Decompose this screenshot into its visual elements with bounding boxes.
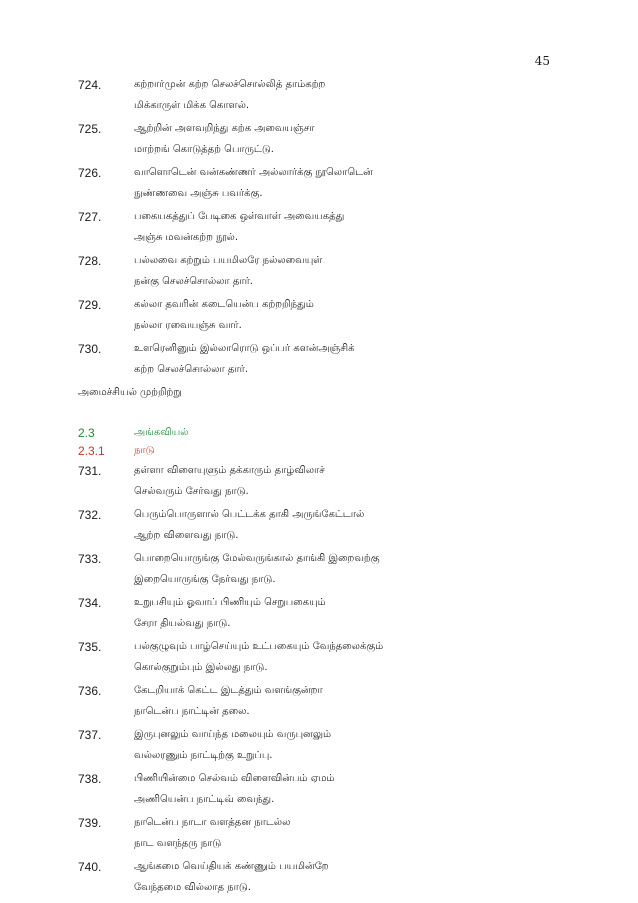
verse-727 bbox=[78, 208, 558, 252]
verse-line-1: கல்லா தவரின் கடையென்ப கற்றறிந்தும் bbox=[134, 299, 314, 310]
verse-number: 724. bbox=[78, 78, 102, 92]
subchapter-heading bbox=[78, 442, 558, 462]
verse-number: 738. bbox=[78, 772, 102, 786]
verse-number: 725. bbox=[78, 122, 102, 136]
verse-line-1: கேடறியாக் கெட்ட இடத்தும் வளங்குன்றா bbox=[134, 685, 323, 696]
verse-number: 732. bbox=[78, 508, 102, 522]
verse-number: 740. bbox=[78, 860, 102, 874]
subchapter-title: நாடு bbox=[134, 445, 155, 456]
verse-line-2: நாடென்ப நாட்டின் தலை. bbox=[134, 706, 250, 717]
verse-736 bbox=[78, 682, 558, 726]
verse-number: 727. bbox=[78, 210, 102, 224]
verse-line-2: நன்கு செலச்சொல்லா தார். bbox=[134, 276, 253, 287]
verse-line-1: பிணியின்மை செல்வம் விளைவின்பம் ஏமம் bbox=[134, 773, 335, 784]
verse-line-1: பல்குழுவும் பாழ்செய்யும் உட்பகையும் வேந்தலைக்கும் bbox=[134, 641, 384, 652]
verse-line-1: உளரெனினும் இல்லாரொடு ஒப்பர் களன்அஞ்சிக் bbox=[134, 343, 355, 354]
verse-730 bbox=[78, 340, 558, 384]
verse-line-2: கொல்குறும்பும் இல்லது நாடு. bbox=[134, 662, 268, 673]
verse-line-2: செல்வரும் சேர்வது நாடு. bbox=[134, 486, 249, 497]
verse-number: 737. bbox=[78, 728, 102, 742]
verse-line-1: பகையகத்துப் பேடிகை ஒள்வாள் அவையகத்து bbox=[134, 211, 345, 222]
verse-739 bbox=[78, 814, 558, 858]
verse-line-2: நாட வளந்தரு நாடு bbox=[134, 838, 222, 849]
verse-line-1: பொறையொருங்கு மேல்வருங்கால் தாங்கி இறைவற்கு bbox=[134, 553, 380, 564]
verse-line-2: அஞ்சு மவன்கற்ற நூல். bbox=[134, 232, 239, 243]
verse-line-2: வேந்தமை வில்லாத நாடு. bbox=[134, 882, 251, 893]
verse-line-1: வாளொடென் வன்கண்ணர் அல்லார்க்கு நூலொடென் bbox=[134, 167, 373, 178]
verse-number: 728. bbox=[78, 254, 102, 268]
verse-number: 735. bbox=[78, 640, 102, 654]
verse-line-1: இருபுனலும் வாய்ந்த மலையும் வருபுனலும் bbox=[134, 729, 332, 740]
document-body bbox=[78, 76, 558, 902]
chapter-title: அங்கவியல் bbox=[134, 427, 189, 438]
verse-number: 731. bbox=[78, 464, 102, 478]
verse-735 bbox=[78, 638, 558, 682]
verse-726 bbox=[78, 164, 558, 208]
verse-line-1: நாடென்ப நாடா வளத்தன நாடல்ல bbox=[134, 817, 291, 828]
verse-number: 734. bbox=[78, 596, 102, 610]
verse-line-2: நுண்ணவை அஞ்சு பவர்க்கு. bbox=[134, 188, 263, 199]
verse-line-1: தள்ளா விளையுளும் தக்காரும் தாழ்விலாச் bbox=[134, 465, 325, 476]
chapter-heading bbox=[78, 424, 558, 442]
verse-724 bbox=[78, 76, 558, 120]
verse-line-1: உறுபசியும் ஓவாப் பிணியும் செறுபகையும் bbox=[134, 597, 326, 608]
verse-line-2: வல்லரணும் நாட்டிற்கு உறுப்பு. bbox=[134, 750, 273, 761]
verse-line-1: பல்லவை கற்றும் பயமிலரே நல்லவையுள் bbox=[134, 255, 323, 266]
verse-line-2: அணியென்ப நாட்டிவ் வைந்து. bbox=[134, 794, 275, 805]
verse-number: 733. bbox=[78, 552, 102, 566]
verse-728 bbox=[78, 252, 558, 296]
section-end-note: அமைச்சியல் முற்றிற்று bbox=[78, 387, 182, 398]
verse-731 bbox=[78, 462, 558, 506]
verse-740 bbox=[78, 858, 558, 902]
verse-line-1: ஆற்றின் அளவறிந்து கற்க அவையஞ்சா bbox=[134, 123, 315, 134]
verse-line-1: பெரும்பொருளால் பெட்டக்க தாகி அருங்கேட்டால் bbox=[134, 509, 365, 520]
verse-line-1: ஆங்கமை வெய்தியக் கண்ணும் பயமின்றே bbox=[134, 861, 329, 872]
page-number: 45 bbox=[534, 54, 550, 68]
verse-line-2: சேரா தியல்வது நாடு. bbox=[134, 618, 231, 629]
chapter-number: 2.3 bbox=[78, 426, 95, 440]
verse-732 bbox=[78, 506, 558, 550]
verse-line-2: மிக்காருள் மிக்க கொளல். bbox=[134, 100, 250, 111]
verse-729 bbox=[78, 296, 558, 340]
verse-line-2: இறையொருங்கு நேர்வது நாடு. bbox=[134, 574, 276, 585]
verse-738 bbox=[78, 770, 558, 814]
verse-line-2: கற்ற செலச்சொல்லா தார். bbox=[134, 364, 249, 375]
verse-line-1: கற்றார்முன் கற்ற செலச்சொல்லித் தாம்கற்ற bbox=[134, 79, 326, 90]
verse-725 bbox=[78, 120, 558, 164]
verse-line-2: மாற்றங் கொடுத்தற் பொருட்டு. bbox=[134, 144, 274, 155]
verse-734 bbox=[78, 594, 558, 638]
verse-number: 739. bbox=[78, 816, 102, 830]
verse-line-2: ஆற்ற விளைவது நாடு. bbox=[134, 530, 239, 541]
verse-number: 736. bbox=[78, 684, 102, 698]
verse-733 bbox=[78, 550, 558, 594]
subchapter-number: 2.3.1 bbox=[78, 444, 105, 458]
verse-number: 729. bbox=[78, 298, 102, 312]
verse-number: 726. bbox=[78, 166, 102, 180]
verse-number: 730. bbox=[78, 342, 102, 356]
verse-737 bbox=[78, 726, 558, 770]
verse-line-2: நல்லா ரவையஞ்சு வார். bbox=[134, 320, 242, 331]
